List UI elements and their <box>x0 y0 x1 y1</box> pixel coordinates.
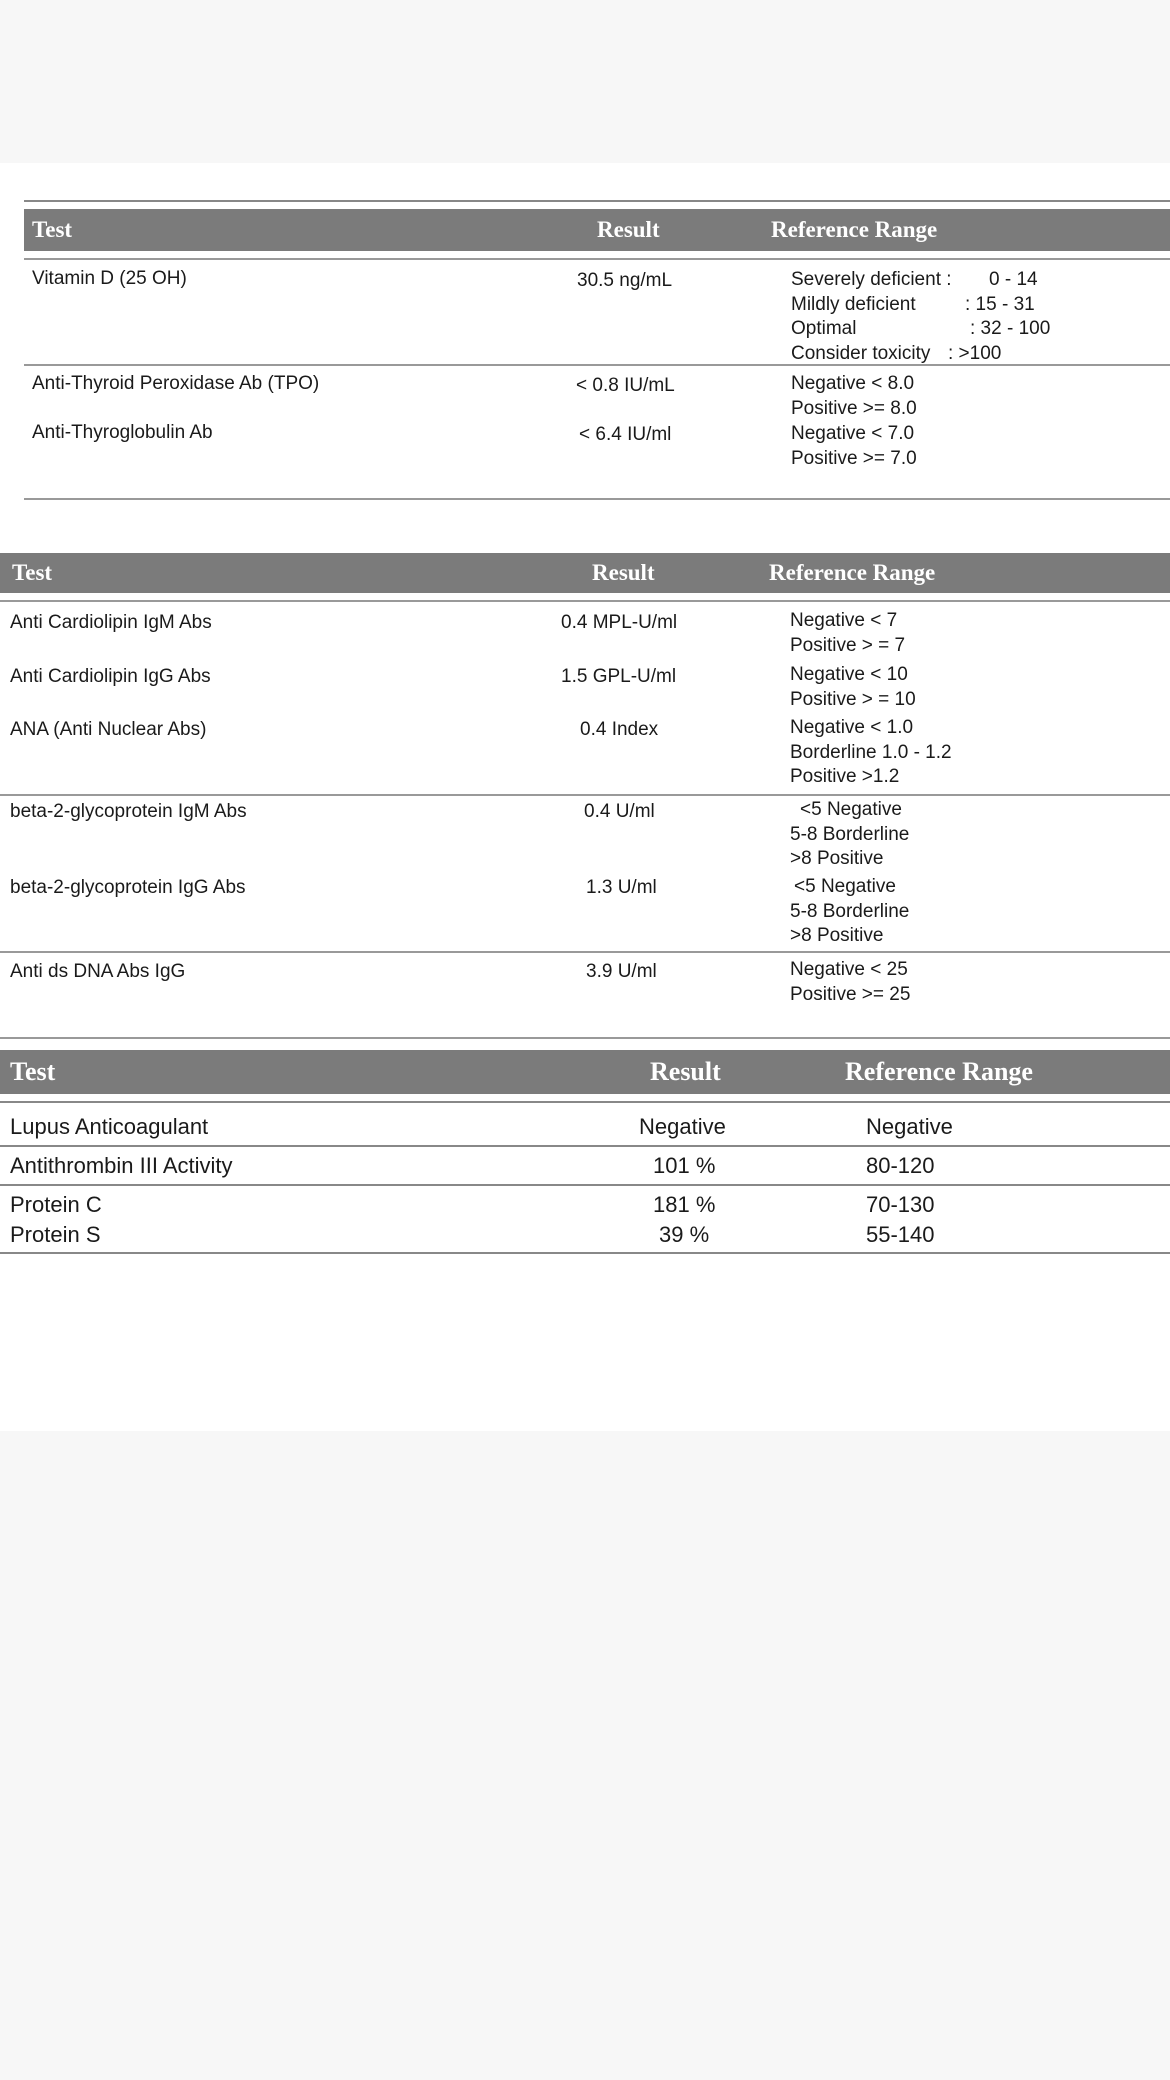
test-name: Anti ds DNA Abs IgG <box>10 961 186 982</box>
table-header <box>0 1050 1170 1094</box>
reference-range <box>790 958 910 1007</box>
ref-line: >8 Positive <box>790 925 884 946</box>
header-reference: Reference Range <box>845 1057 1033 1086</box>
divider <box>0 1252 1170 1254</box>
ref-value: : 15 - 31 <box>965 293 1035 315</box>
reference-range <box>790 716 952 790</box>
reference-range: 80-120 <box>866 1153 935 1178</box>
header-result: Result <box>597 217 660 242</box>
divider <box>0 1101 1170 1103</box>
reference-range: 55-140 <box>866 1222 935 1247</box>
ref-line: Negative < 7 <box>790 610 898 631</box>
ref-line: Negative < 8.0 <box>791 373 915 394</box>
reference-range: 70-130 <box>866 1192 935 1217</box>
ref-line: Negative < 10 <box>790 664 908 685</box>
test-name: Vitamin D (25 OH) <box>32 268 187 289</box>
ref-label: Optimal <box>791 318 857 339</box>
reference-range: Negative <box>866 1114 953 1139</box>
ref-label: Consider toxicity <box>791 342 931 364</box>
ref-line: Positive > = 7 <box>790 634 906 656</box>
header-result: Result <box>650 1057 721 1086</box>
ref-label: Mildly deficient <box>791 293 916 315</box>
table-header <box>24 209 1170 251</box>
table-header <box>0 553 1170 593</box>
ref-line: Positive >= 7.0 <box>791 447 917 469</box>
test-name: Protein S <box>10 1222 101 1247</box>
test-result: 39 % <box>659 1222 710 1247</box>
test-result: < 6.4 IU/ml <box>579 424 672 445</box>
ref-value: : 32 - 100 <box>970 318 1051 339</box>
ref-line: Positive > = 10 <box>790 688 916 710</box>
reference-range <box>791 422 917 471</box>
test-name: Anti Cardiolipin IgG Abs <box>10 666 211 687</box>
test-name: Anti-Thyroid Peroxidase Ab (TPO) <box>32 373 320 394</box>
divider <box>24 200 1170 202</box>
divider <box>0 600 1170 602</box>
reference-range <box>791 372 917 421</box>
test-result: 0.4 Index <box>580 719 659 740</box>
ref-line: Negative < 1.0 <box>790 717 914 738</box>
divider <box>24 364 1170 366</box>
header-test: Test <box>32 217 73 242</box>
divider <box>0 1037 1170 1039</box>
test-result: 3.9 U/ml <box>586 961 657 982</box>
test-name: Lupus Anticoagulant <box>10 1114 209 1139</box>
ref-line: Negative < 7.0 <box>791 423 915 444</box>
test-name: Anti Cardiolipin IgM Abs <box>10 612 212 633</box>
header-reference: Reference Range <box>771 217 938 242</box>
test-result: 1.5 GPL-U/ml <box>561 666 677 687</box>
ref-line: 5-8 Borderline <box>790 900 910 922</box>
header-test: Test <box>12 560 53 585</box>
test-name: Anti-Thyroglobulin Ab <box>32 422 213 443</box>
divider <box>24 258 1170 260</box>
ref-line: Borderline 1.0 - 1.2 <box>790 741 952 763</box>
reference-range <box>790 875 909 949</box>
test-result: 101 % <box>653 1153 716 1178</box>
test-result: Negative <box>639 1114 726 1139</box>
test-result: 0.4 MPL-U/ml <box>561 612 678 633</box>
test-name: Protein C <box>10 1192 102 1217</box>
test-result: 0.4 U/ml <box>584 801 655 822</box>
ref-line: Positive >1.2 <box>790 766 900 787</box>
ref-value: 0 - 14 <box>989 269 1038 290</box>
divider <box>0 794 1170 796</box>
divider <box>0 1184 1170 1186</box>
reference-range <box>790 609 905 658</box>
ref-line: <5 Negative <box>800 799 902 820</box>
ref-label: Severely deficient : <box>791 269 952 290</box>
divider <box>24 498 1170 500</box>
ref-line: 5-8 Borderline <box>790 823 910 845</box>
header-test: Test <box>10 1057 56 1086</box>
reference-range <box>790 798 909 872</box>
test-result: 30.5 ng/mL <box>577 270 673 291</box>
header-reference: Reference Range <box>769 560 936 585</box>
ref-line: >8 Positive <box>790 848 884 869</box>
ref-line: Positive >= 25 <box>790 983 911 1005</box>
ref-value: : >100 <box>948 342 1002 364</box>
test-name: ANA (Anti Nuclear Abs) <box>10 719 207 740</box>
test-result: 181 % <box>653 1192 716 1217</box>
ref-line: Negative < 25 <box>790 959 908 980</box>
divider <box>0 951 1170 953</box>
test-result: 1.3 U/ml <box>586 877 657 898</box>
reference-range <box>790 663 916 712</box>
test-name: beta-2-glycoprotein IgM Abs <box>10 801 247 822</box>
reference-range <box>791 268 1091 366</box>
ref-line: <5 Negative <box>794 876 896 897</box>
ref-line: Positive >= 8.0 <box>791 397 917 419</box>
divider <box>0 1145 1170 1147</box>
test-name: beta-2-glycoprotein IgG Abs <box>10 877 246 898</box>
test-name: Antithrombin III Activity <box>10 1153 233 1178</box>
header-result: Result <box>592 560 655 585</box>
test-result: < 0.8 IU/mL <box>576 375 675 396</box>
